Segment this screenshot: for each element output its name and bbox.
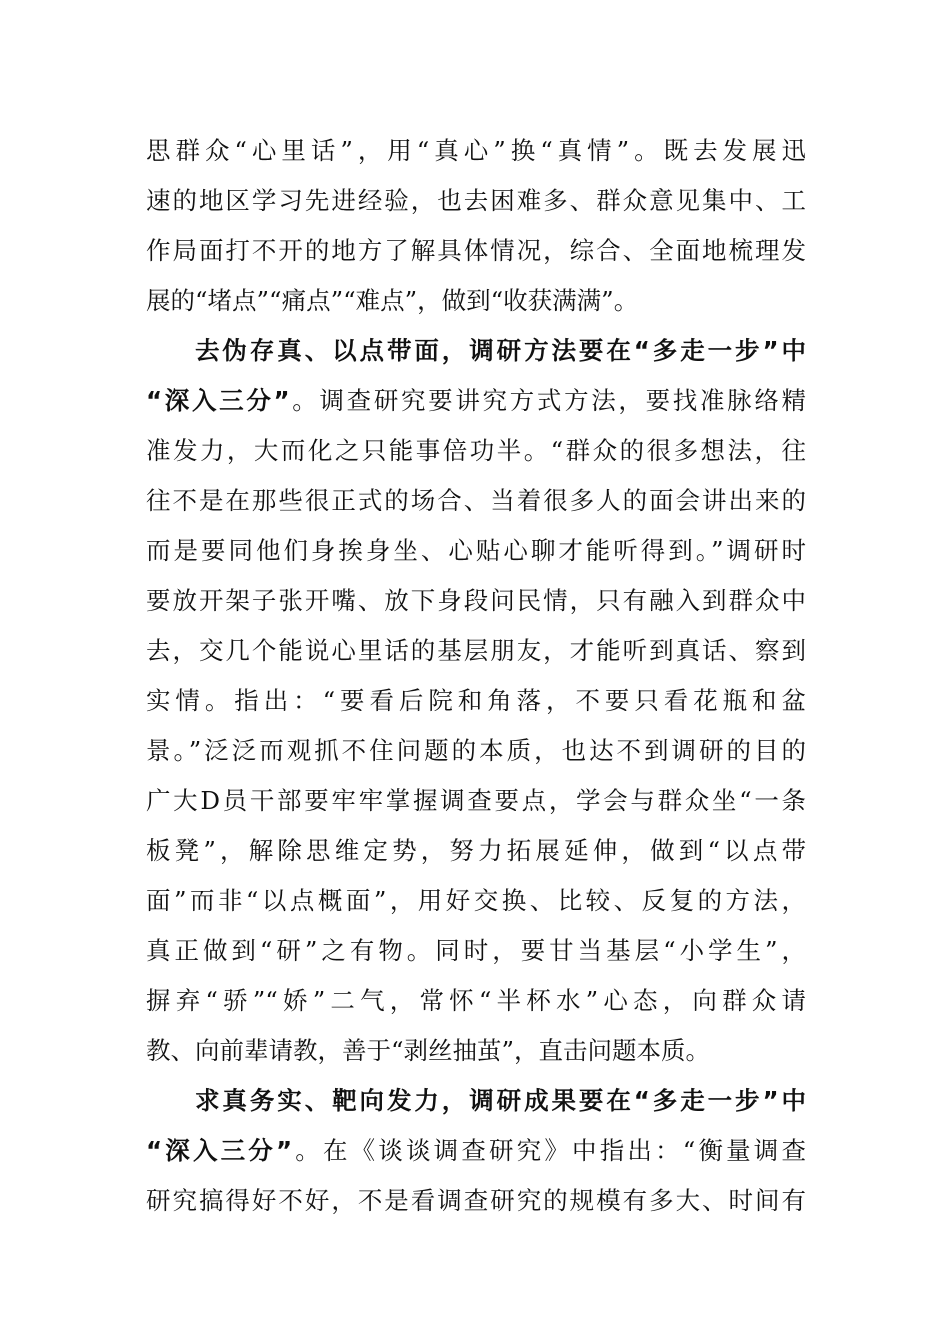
section-heading-line [146, 326, 806, 376]
text-line: 研究搞得好不好，不是看调查研究的规模有多大、时间有 [146, 1186, 806, 1215]
section-heading-line [146, 1076, 806, 1126]
text-line: 去，交几个能说心里话的基层朋友，才能听到真话、察到 [146, 636, 806, 665]
section-heading-text: “深入三分” [146, 1136, 293, 1165]
section-heading-text: 求真务实、靶向发力，调研成果要在“多走一步”中 [195, 1086, 806, 1115]
text-line: 准发力，大而化之只能事倍功半。“群众的很多想法，往 [146, 436, 806, 465]
text-segment: 。调查研究要讲究方式方法，要找准脉络精 [289, 386, 806, 415]
section-heading-text: “深入三分” [146, 386, 290, 415]
text-line: 板凳”，解除思维定势，努力拓展延伸，做到“以点带 [146, 836, 806, 865]
body-text [146, 126, 806, 1226]
text-line [146, 1126, 806, 1176]
text-line: 速的地区学习先进经验，也去困难多、群众意见集中、工 [146, 186, 806, 215]
text-line: 展的“堵点”“痛点”“难点”，做到“收获满满”。 [146, 286, 639, 315]
text-line: 思群众“心里话”，用“真心”换“真情”。既去发展迅 [146, 136, 806, 165]
text-line: 作局面打不开的地方了解具体情况，综合、全面地梳理发 [146, 236, 806, 265]
text-line: 真正做到“研”之有物。同时，要甘当基层“小学生”， [146, 936, 806, 965]
text-line: 摒弃“骄”“娇”二气，常怀“半杯水”心态，向群众请 [146, 986, 806, 1015]
text-line: 往不是在那些很正式的场合、当着很多人的面会讲出来的 [146, 486, 806, 515]
text-line: 而是要同他们身挨身坐、心贴心聊才能听得到。”调研时 [146, 536, 806, 565]
text-line [146, 376, 806, 426]
text-line: 实情。指出：“要看后院和角落，不要只看花瓶和盆 [146, 686, 806, 715]
text-line: 面”而非“以点概面”，用好交换、比较、反复的方法， [146, 886, 806, 915]
text-segment: 。在《谈谈调查研究》中指出：“衡量调查 [292, 1136, 806, 1165]
text-line: 要放开架子张开嘴、放下身段问民情，只有融入到群众中 [146, 586, 806, 615]
text-line: 广大D员干部要牢牢掌握调查要点，学会与群众坐“一条 [146, 786, 806, 815]
text-line: 景。”泛泛而观抓不住问题的本质，也达不到调研的目的 [146, 736, 806, 765]
section-heading-text: 去伪存真、以点带面，调研方法要在“多走一步”中 [195, 336, 806, 365]
text-line: 教、向前辈请教，善于“剥丝抽茧”，直击问题本质。 [146, 1036, 711, 1065]
